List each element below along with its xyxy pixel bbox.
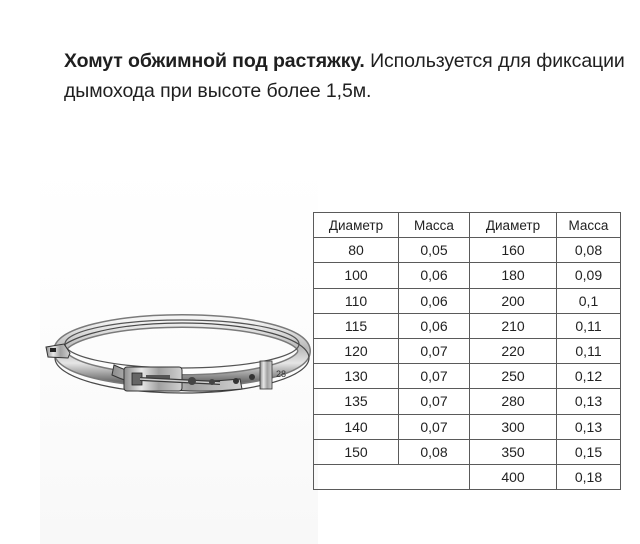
table-cell: 0,08 — [399, 439, 470, 464]
table-cell: 120 — [314, 338, 399, 363]
table-cell: 150 — [314, 439, 399, 464]
table-cell: 0,11 — [557, 338, 621, 363]
table-row — [314, 389, 621, 414]
spec-table — [313, 212, 621, 490]
table-row — [314, 364, 621, 389]
table-cell: 135 — [314, 389, 399, 414]
table-cell: 200 — [470, 288, 557, 313]
table-cell: 160 — [470, 238, 557, 263]
table-cell: 180 — [470, 263, 557, 288]
table-cell: 220 — [470, 338, 557, 363]
table-cell: 0,07 — [399, 364, 470, 389]
table-row — [314, 313, 621, 338]
table-header-row — [314, 213, 621, 238]
table-cell: 0,06 — [399, 263, 470, 288]
table-cell: 110 — [314, 288, 399, 313]
product-title: Хомут обжимной под растяжку. — [64, 50, 365, 72]
table-cell-empty — [314, 464, 470, 489]
table-cell: 0,07 — [399, 338, 470, 363]
table-row — [314, 464, 621, 489]
product-description — [64, 46, 634, 106]
table-row — [314, 263, 621, 288]
table-cell: 0,08 — [557, 238, 621, 263]
table-cell: 400 — [470, 464, 557, 489]
table-row — [314, 288, 621, 313]
clamp-image — [40, 295, 320, 405]
table-cell: 0,06 — [399, 288, 470, 313]
table-cell: 0,05 — [399, 238, 470, 263]
header-mass: Масса — [557, 213, 621, 238]
table-cell: 280 — [470, 389, 557, 414]
table-row — [314, 439, 621, 464]
table-cell: 115 — [314, 313, 399, 338]
table-cell: 300 — [470, 414, 557, 439]
table-cell: 80 — [314, 238, 399, 263]
table-cell: 130 — [314, 364, 399, 389]
table-cell: 0,07 — [399, 414, 470, 439]
table-cell: 0,13 — [557, 389, 621, 414]
table-cell: 0,1 — [557, 288, 621, 313]
table-cell: 0,11 — [557, 313, 621, 338]
table-cell: 350 — [470, 439, 557, 464]
table-cell: 0,07 — [399, 389, 470, 414]
table-row — [314, 238, 621, 263]
table-cell: 0,06 — [399, 313, 470, 338]
table-cell: 0,13 — [557, 414, 621, 439]
table-cell: 0,12 — [557, 364, 621, 389]
table-cell: 250 — [470, 364, 557, 389]
table-cell: 210 — [470, 313, 557, 338]
table-cell: 0,18 — [557, 464, 621, 489]
header-diameter: Диаметр — [314, 213, 399, 238]
table-cell: 140 — [314, 414, 399, 439]
table-cell: 0,09 — [557, 263, 621, 288]
table-row — [314, 338, 621, 363]
header-mass: Масса — [399, 213, 470, 238]
table-row — [314, 414, 621, 439]
table-cell: 0,15 — [557, 439, 621, 464]
clamp-marking: 28 — [276, 369, 287, 379]
table-cell: 100 — [314, 263, 399, 288]
product-text: Используется для фиксации дымохода при высоте более 1,5м. — [64, 50, 625, 102]
header-diameter: Диаметр — [470, 213, 557, 238]
